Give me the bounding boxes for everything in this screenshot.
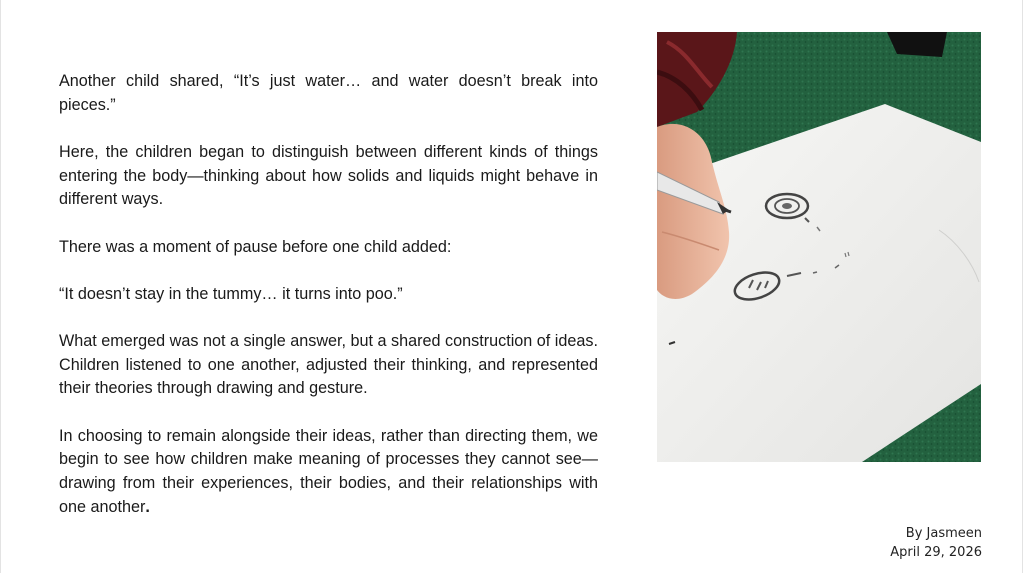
child-drawing-photo: [657, 32, 981, 462]
paragraph-shared-construction: What emerged was not a single answer, but a shared construction of ideas. Children listened to one another, adjusted their thinking, and represented their theories through drawing and gesture.: [59, 331, 598, 398]
paragraph-poo-quote: “It doesn’t stay in the tummy… it turns into poo.”: [59, 284, 403, 303]
photo-illustration: [657, 32, 981, 462]
conclusion-text: In choosing to remain alongside their ideas, rather than directing them, we begin to see how children make meaning of processes they cannot see—drawing from their experiences, their bodies, and their relationships with one another: [59, 426, 598, 516]
byline: [890, 524, 982, 562]
author-name: By Jasmeen: [905, 526, 982, 541]
paragraph-water-quote: Another child shared, “It’s just water… and water doesn’t break into pieces.”: [59, 72, 598, 114]
paragraph-conclusion: [59, 425, 598, 520]
paragraph-pause: There was a moment of pause before one child added:: [59, 237, 452, 256]
paragraph-distinguish: Here, the children began to distinguish between different kinds of things entering the body—thinking about how solids and liquids might behave in different ways.: [59, 142, 598, 209]
conclusion-period: .: [145, 497, 150, 516]
article-text: [59, 70, 598, 543]
publish-date: April 29, 2026: [890, 545, 982, 560]
